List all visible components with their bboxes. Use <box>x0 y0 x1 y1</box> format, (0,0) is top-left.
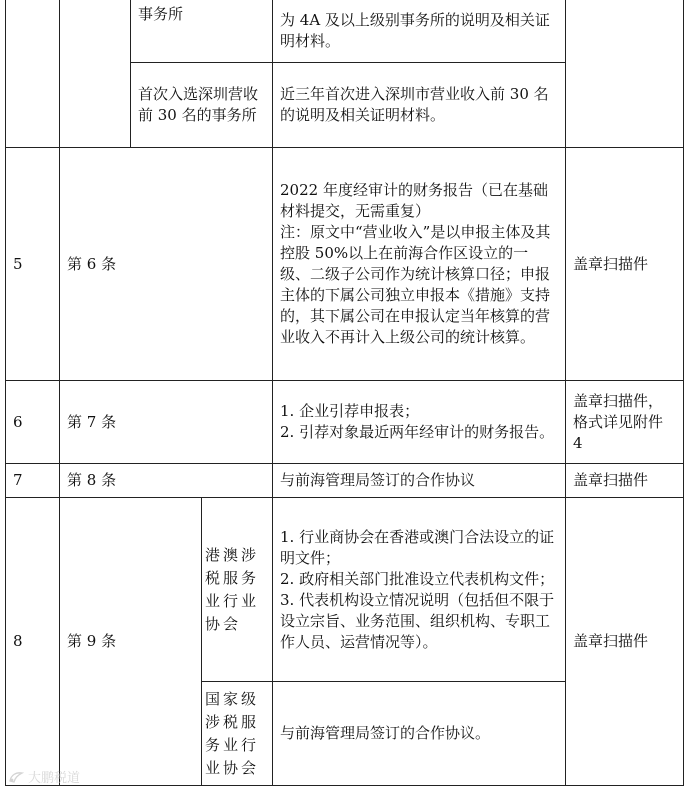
article-cell <box>60 381 273 464</box>
row-number <box>6 381 60 464</box>
row-number-text: 6 <box>13 412 23 431</box>
format-cell <box>566 464 684 498</box>
materials-line: 1. 行业商协会在香港或澳门合法设立的证明文件； <box>280 527 555 567</box>
org-type-cell <box>131 0 273 63</box>
watermark-logo-icon <box>8 770 24 784</box>
materials-cell <box>273 381 566 464</box>
materials-cell <box>273 0 566 63</box>
org-type-text: 首次入选深圳营收前 30 名的事务所 <box>138 85 259 124</box>
format-cell <box>566 148 684 381</box>
materials-cell <box>273 682 566 786</box>
sub-category-cell <box>202 682 273 786</box>
format-text: 盖章扫描件 <box>573 471 649 489</box>
materials-line: 1. 企业引荐申报表； <box>280 402 420 420</box>
materials-cell <box>273 498 566 682</box>
materials-cell <box>273 464 566 498</box>
row-number <box>6 498 60 786</box>
sub-category-text: 国家级涉税服务业行业协会 <box>205 689 260 777</box>
row-number <box>6 148 60 381</box>
materials-line: 2022 年度经审计的财务报告（已在基础材料提交，无需重复） <box>280 181 548 220</box>
no-cell-empty <box>6 0 60 148</box>
sub-category-text: 港澳涉税服务业行业协会 <box>205 545 260 633</box>
org-type-cell <box>131 63 273 148</box>
format-cell <box>566 381 684 464</box>
materials-text: 近三年首次进入深圳市营业收入前 30 名的说明及相关证明材料。 <box>280 85 549 124</box>
materials-line: 2. 引荐对象最近两年经审计的财务报告。 <box>280 423 555 441</box>
watermark-text: 大鹏税道 <box>28 771 81 786</box>
format-text: 盖章扫描件 <box>573 632 649 650</box>
table-row <box>6 464 684 498</box>
article-text: 第 9 条 <box>67 632 117 650</box>
article-cell-empty <box>60 0 131 148</box>
sub-category-cell <box>202 498 273 682</box>
row-number-text: 7 <box>13 471 23 489</box>
table-row <box>6 381 684 464</box>
format-text: 盖章扫描件 <box>573 254 649 273</box>
article-cell <box>60 498 202 786</box>
article-text: 第 8 条 <box>67 471 117 489</box>
materials-text: 与前海管理局签订的合作协议 <box>280 471 476 489</box>
article-cell <box>60 464 273 498</box>
materials-line: 3. 代表机构设立情况说明（包括但不限于设立宗旨、业务范围、组织机构、专职工作人员、运营情况等）。 <box>280 590 555 651</box>
article-cell <box>60 148 273 381</box>
table-row <box>6 148 684 381</box>
article-text: 第 6 条 <box>67 254 117 273</box>
materials-text: 与前海管理局签订的合作协议。 <box>280 724 491 742</box>
row-number-text: 8 <box>13 632 23 650</box>
materials-cell <box>273 63 566 148</box>
article-text: 第 7 条 <box>67 412 117 431</box>
materials-text: 为 4A 及以上级别事务所的说明及相关证明材料。 <box>280 11 550 50</box>
org-type-text: 事务所 <box>138 5 184 23</box>
materials-line: 2. 政府相关部门批准设立代表机构文件； <box>280 569 555 588</box>
requirements-table-main <box>5 0 684 786</box>
row-number-text: 5 <box>13 254 23 273</box>
watermark <box>8 767 80 786</box>
materials-note: 注：原文中“营业收入”是以申报主体及其控股 50%以上在前海合作区设立的一级、二级子公司作为统计核算口径；申报主体的下属公司独立申报本《措施》支持的，其下属公司在申报认定当年核算的营业收入不再计入上级公司的统计核算。 <box>280 223 551 346</box>
materials-cell <box>273 148 566 381</box>
table-row <box>6 498 684 682</box>
row-number <box>6 464 60 498</box>
format-cell <box>566 498 684 786</box>
format-cell-empty <box>566 0 684 148</box>
format-text: 盖章扫描件，格式详见附件 4 <box>573 391 664 452</box>
table-row <box>6 0 684 63</box>
